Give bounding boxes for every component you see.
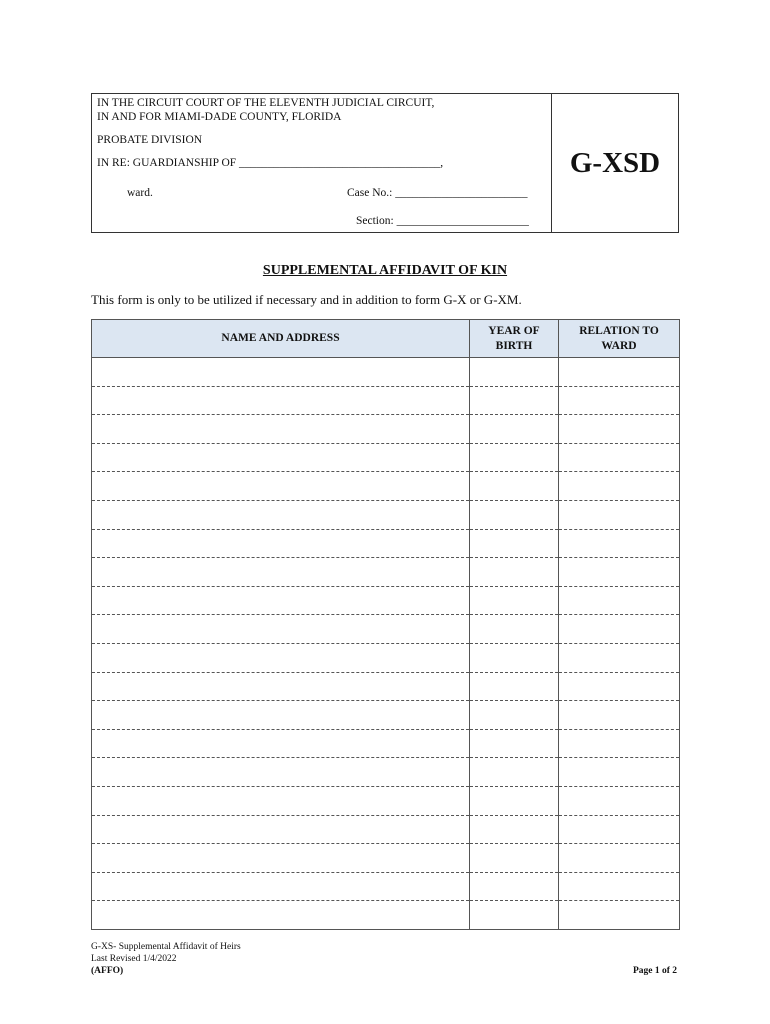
relation-to-ward-cell[interactable] <box>559 643 680 672</box>
column-header-name-address: NAME AND ADDRESS <box>92 320 470 358</box>
relation-to-ward-cell[interactable] <box>559 701 680 730</box>
caption-text-block <box>92 94 552 232</box>
table-row <box>92 415 680 444</box>
relation-to-ward-cell[interactable] <box>559 529 680 558</box>
table-row <box>92 558 680 587</box>
year-of-birth-cell[interactable] <box>470 815 559 844</box>
table-row <box>92 358 680 387</box>
table-row <box>92 500 680 529</box>
year-of-birth-cell[interactable] <box>470 844 559 873</box>
page-number: Page 1 of 2 <box>633 966 678 976</box>
name-address-cell[interactable] <box>92 815 470 844</box>
relation-to-ward-cell[interactable] <box>559 500 680 529</box>
table-row <box>92 643 680 672</box>
name-address-cell[interactable] <box>92 386 470 415</box>
relation-to-ward-cell[interactable] <box>559 815 680 844</box>
name-address-cell[interactable] <box>92 701 470 730</box>
year-of-birth-cell[interactable] <box>470 443 559 472</box>
name-address-cell[interactable] <box>92 472 470 501</box>
footer-form-name: G-XS- Supplemental Affidavit of Heirs <box>91 942 241 952</box>
table-row <box>92 615 680 644</box>
name-address-cell[interactable] <box>92 901 470 930</box>
relation-to-ward-cell[interactable] <box>559 615 680 644</box>
in-re-guardianship-line: IN RE: GUARDIANSHIP OF ___________________________________, <box>97 157 444 169</box>
table-row <box>92 901 680 930</box>
year-of-birth-cell[interactable] <box>470 901 559 930</box>
kin-table-body <box>92 358 680 930</box>
document-title: SUPPLEMENTAL AFFIDAVIT OF KIN <box>262 263 508 278</box>
relation-to-ward-cell[interactable] <box>559 758 680 787</box>
table-row <box>92 758 680 787</box>
year-of-birth-cell[interactable] <box>470 386 559 415</box>
name-address-cell[interactable] <box>92 415 470 444</box>
name-address-cell[interactable] <box>92 500 470 529</box>
table-header-row <box>92 320 680 358</box>
name-address-cell[interactable] <box>92 558 470 587</box>
case-number-field[interactable]: Case No.: _______________________ <box>347 187 528 199</box>
intro-text: This form is only to be utilized if necessary and in addition to form G-X or G-XM. <box>91 292 522 307</box>
year-of-birth-cell[interactable] <box>470 872 559 901</box>
year-of-birth-cell[interactable] <box>470 415 559 444</box>
name-address-cell[interactable] <box>92 358 470 387</box>
form-code: G-XSD <box>569 146 661 179</box>
relation-to-ward-cell[interactable] <box>559 443 680 472</box>
year-of-birth-cell[interactable] <box>470 586 559 615</box>
relation-to-ward-cell[interactable] <box>559 472 680 501</box>
relation-to-ward-cell[interactable] <box>559 558 680 587</box>
division-label: PROBATE DIVISION <box>97 134 203 146</box>
name-address-cell[interactable] <box>92 443 470 472</box>
table-row <box>92 872 680 901</box>
table-row <box>92 729 680 758</box>
kin-table <box>91 319 680 930</box>
table-row <box>92 701 680 730</box>
year-of-birth-cell[interactable] <box>470 472 559 501</box>
relation-to-ward-cell[interactable] <box>559 386 680 415</box>
year-of-birth-cell[interactable] <box>470 558 559 587</box>
footer-form-code: (AFFO) <box>91 966 124 976</box>
relation-to-ward-cell[interactable] <box>559 786 680 815</box>
court-name-line-2: IN AND FOR MIAMI-DADE COUNTY, FLORIDA <box>97 111 342 123</box>
table-row <box>92 815 680 844</box>
name-address-cell[interactable] <box>92 844 470 873</box>
table-row <box>92 786 680 815</box>
relation-to-ward-cell[interactable] <box>559 901 680 930</box>
table-row <box>92 386 680 415</box>
table-row <box>92 443 680 472</box>
year-of-birth-cell[interactable] <box>470 500 559 529</box>
year-of-birth-cell[interactable] <box>470 615 559 644</box>
name-address-cell[interactable] <box>92 672 470 701</box>
year-of-birth-cell[interactable] <box>470 786 559 815</box>
name-address-cell[interactable] <box>92 786 470 815</box>
court-name-line-1: IN THE CIRCUIT COURT OF THE ELEVENTH JUDICIAL CIRCUIT, <box>97 97 435 109</box>
year-of-birth-cell[interactable] <box>470 672 559 701</box>
year-of-birth-cell[interactable] <box>470 358 559 387</box>
name-address-cell[interactable] <box>92 529 470 558</box>
name-address-cell[interactable] <box>92 586 470 615</box>
ward-label: ward. <box>127 187 153 199</box>
relation-to-ward-cell[interactable] <box>559 872 680 901</box>
relation-to-ward-cell[interactable] <box>559 586 680 615</box>
name-address-cell[interactable] <box>92 615 470 644</box>
relation-to-ward-cell[interactable] <box>559 415 680 444</box>
table-row <box>92 844 680 873</box>
year-of-birth-cell[interactable] <box>470 643 559 672</box>
table-row <box>92 529 680 558</box>
column-header-relation-to-ward: RELATION TO WARD <box>559 320 680 358</box>
section-field[interactable]: Section: _______________________ <box>356 215 529 227</box>
table-row <box>92 472 680 501</box>
case-caption <box>91 93 679 233</box>
table-row <box>92 586 680 615</box>
name-address-cell[interactable] <box>92 643 470 672</box>
name-address-cell[interactable] <box>92 729 470 758</box>
relation-to-ward-cell[interactable] <box>559 672 680 701</box>
year-of-birth-cell[interactable] <box>470 529 559 558</box>
table-row <box>92 672 680 701</box>
relation-to-ward-cell[interactable] <box>559 844 680 873</box>
relation-to-ward-cell[interactable] <box>559 729 680 758</box>
relation-to-ward-cell[interactable] <box>559 358 680 387</box>
name-address-cell[interactable] <box>92 872 470 901</box>
footer-revision-date: Last Revised 1/4/2022 <box>91 954 177 964</box>
year-of-birth-cell[interactable] <box>470 729 559 758</box>
year-of-birth-cell[interactable] <box>470 758 559 787</box>
year-of-birth-cell[interactable] <box>470 701 559 730</box>
name-address-cell[interactable] <box>92 758 470 787</box>
column-header-year-of-birth: YEAR OF BIRTH <box>470 320 559 358</box>
